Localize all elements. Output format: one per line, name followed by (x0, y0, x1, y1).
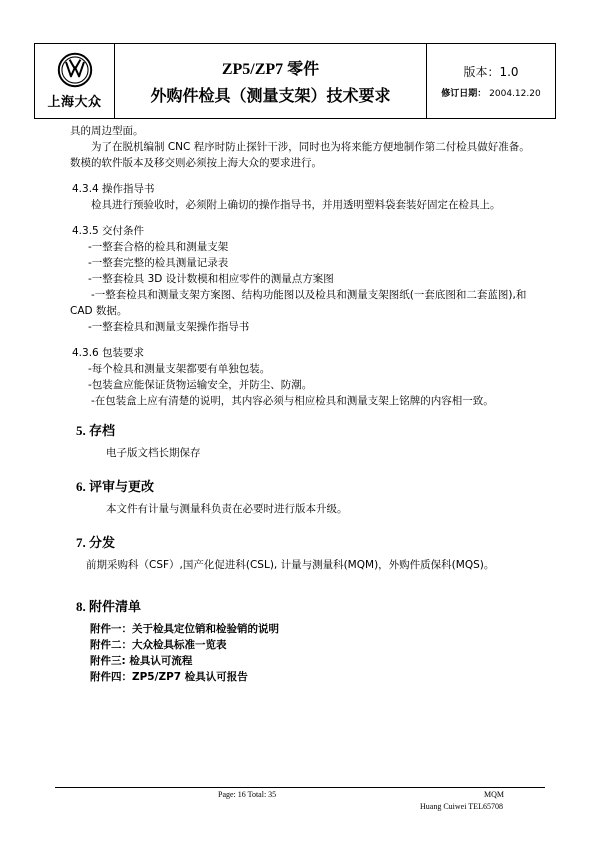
attachment-item: 附件二：大众检具标准一览表 (90, 639, 227, 651)
doc-title: 外购件检具（测量支架）技术要求 (150, 86, 391, 105)
revision-label: 修订日期： (441, 89, 487, 99)
document-body (70, 123, 538, 685)
section-4-3-6-title: 4.3.6 包装要求 (72, 347, 145, 359)
section-5-title: 5. 存档 (76, 423, 116, 438)
footer-department: MQM (484, 790, 505, 799)
list-item: -一整套完整的检具测量记录表 (88, 257, 229, 269)
revision-value: 2004.12.20 (489, 89, 541, 99)
list-item: -在包装盒上应有清楚的说明，其内容必须与相应检具和测量支架上铭牌的内容相一致。 (91, 395, 494, 407)
revision-date (441, 86, 540, 99)
version: 版本：1.0 (463, 65, 519, 79)
section-6-title: 6. 评审与更改 (76, 479, 155, 494)
attachment-item: 附件四：ZP5/ZP7 检具认可报告 (90, 671, 248, 683)
section-4-3-4-title: 4.3.4 操作指导书 (72, 183, 155, 195)
section-4-3-4-text: 检具进行预验收时，必须附上确切的操作指导书，并用透明塑料袋套装好固定在检具上。 (91, 199, 501, 211)
list-item: -一整套检具和测量支架方案图、结构功能图以及检具和测量支架图纸(一套底图和二套蓝图),和 CAD 数据。 (70, 289, 527, 317)
list-item: -一整套检具和测量支架操作指导书 (88, 321, 250, 333)
list-item: -一整套合格的检具和测量支架 (88, 241, 229, 253)
list-item: -每个检具和测量支架都要有单独包装。 (88, 363, 271, 375)
section-4-3-5-title: 4.3.5 交付条件 (72, 225, 145, 237)
list-item: -包装盒应能保证货物运输安全，并防尘、防潮。 (88, 379, 313, 391)
doc-code: ZP5/ZP7 零件 (221, 61, 320, 78)
footer-author: Huang Cuiwei TEL65708 (420, 802, 503, 811)
vw-logo-icon (57, 52, 93, 88)
logo-cell (35, 44, 115, 118)
continuation-text: 具的周边型面。 (70, 125, 144, 137)
section-5-text: 电子版文档长期保存 (106, 447, 201, 459)
title-cell (115, 44, 427, 118)
version-cell (427, 44, 555, 118)
document-header (34, 43, 556, 119)
section-7-text: 前期采购科（CSF）,国产化促进科(CSL), 计量与测量科(MQM)，外购件质保科(MQS)。 (86, 559, 495, 571)
company-name: 上海大众 (47, 95, 102, 110)
paragraph-cnc: 为了在脱机编制 CNC 程序时防止探针干涉，同时也为将来能方便地制作第二付检具做好准备。数模的软件版本及移交则必须按上海大众的要求进行。 (70, 141, 530, 169)
section-7-title: 7. 分发 (76, 535, 116, 550)
page-number: Page: 16 Total: 35 (218, 790, 277, 799)
list-item: -一整套检具 3D 设计数模和相应零件的测量点方案图 (88, 273, 334, 285)
section-8-title: 8. 附件清单 (76, 599, 142, 614)
attachment-item: 附件三: 检具认可流程 (90, 655, 193, 667)
footer-divider (55, 787, 545, 788)
attachment-item: 附件一：关于检具定位销和检验销的说明 (90, 623, 279, 635)
section-6-text: 本文件有计量与测量科负责在必要时进行版本升级。 (106, 503, 348, 515)
